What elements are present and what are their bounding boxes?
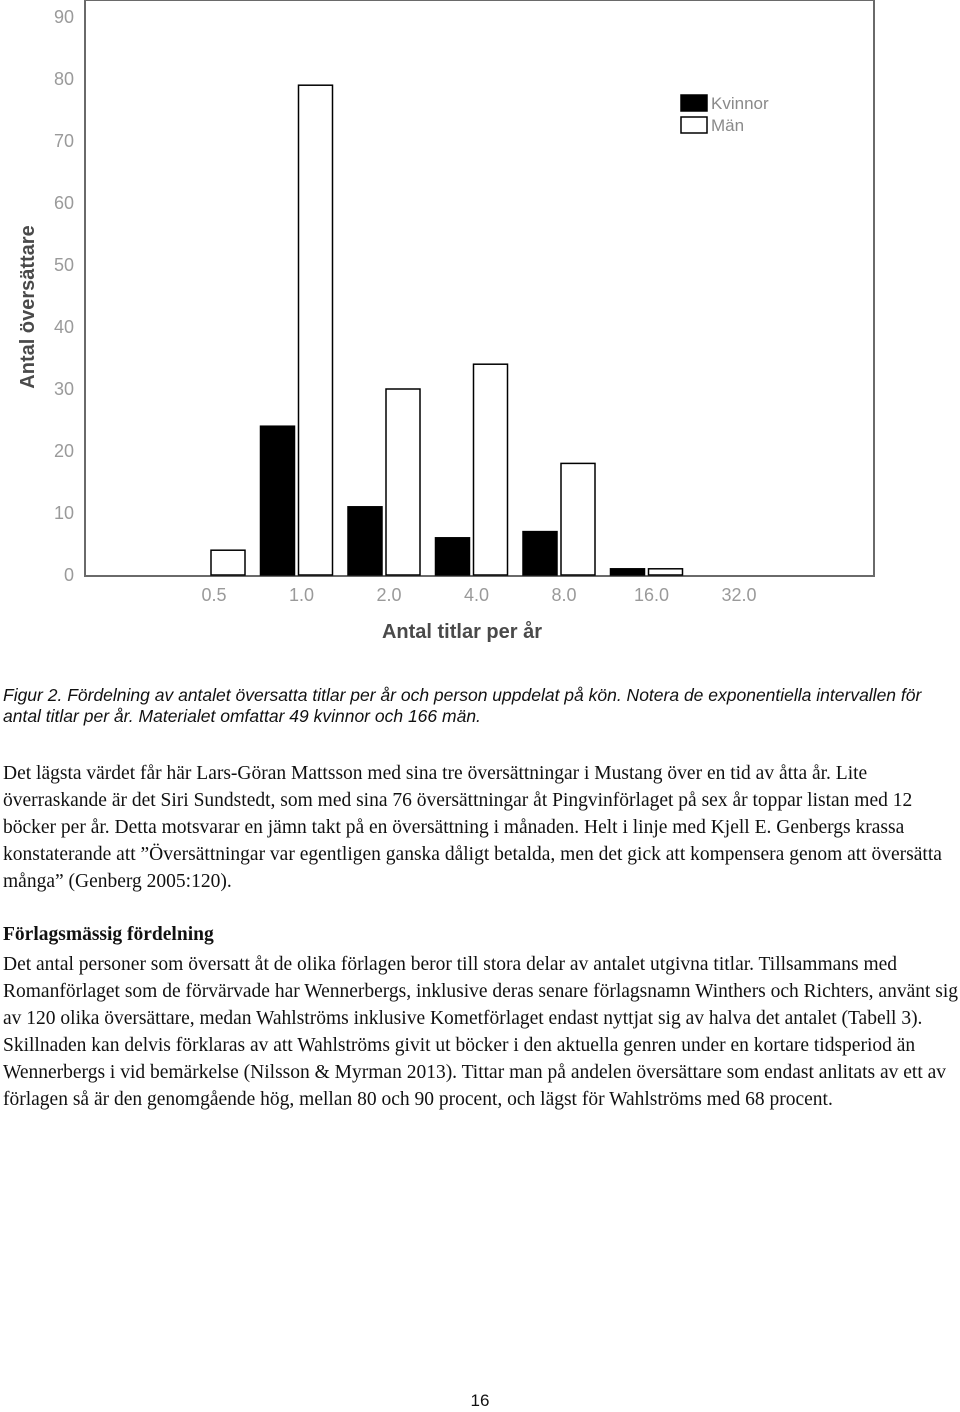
x-tick-label: 8.0 [551,585,577,605]
bars [211,85,683,575]
bar-man-2.0 [386,389,420,575]
x-tick-label: 16.0 [633,585,670,605]
bar-man-1.0 [299,85,333,575]
section-heading: Förlagsmässig fördelning [3,924,214,945]
y-tick-label: 0 [63,565,74,585]
x-tick-label: 32.0 [721,585,757,605]
x-axis-title: Antal titlar per år [381,621,543,643]
x-tick-label: 1.0 [288,585,315,605]
y-tick-label: 20 [53,441,74,461]
paragraph-1: Det lägsta värdet får här Lars-Göran Mattsson med sina tre översättningar i Mustang över en tid av åtta år. Lite överraskande är det Siri Sundstedt, som med sina 76 översättningar åt Pingvinförlaget på sex år toppar listan med 12 böcker per år. Detta motsvarar en jämn takt på en översättning i månaden. Helt i linje med Kjell E. Genbergs krassa konstaterande att ”Översättningar var egentligen ganska dåligt betalda, men det gick att kompensera genom att översätta många” (Genberg 2005:120). [3,763,942,892]
legend-label-kvinnor: Kvinnor [711,94,769,113]
y-tick-label: 10 [53,503,74,523]
y-tick-label: 30 [53,379,74,399]
x-tick-labels [201,585,756,605]
bar-kvinnor-1.0 [261,426,295,575]
bar-kvinnor-16.0 [611,569,645,575]
page-number: 16 [470,1391,490,1410]
y-tick-labels [54,7,74,585]
y-tick-label: 50 [53,255,74,275]
y-tick-label: 90 [53,7,74,27]
bar-kvinnor-4.0 [436,538,470,575]
y-tick-label: 80 [53,69,74,89]
bar-chart [0,0,960,660]
bar-man-0.5 [211,550,245,575]
bar-man-16.0 [649,569,683,575]
legend-swatch-man [681,117,707,133]
bar-kvinnor-2.0 [348,507,382,575]
paragraph-2: Det antal personer som översatt åt de olika förlagen beror till stora delar av antalet utgivna titlar. Tillsammans med Romanförlaget som de förvärvade har Wennerbergs, inklusive deras senare förlagsnamn Winthers och Richters, använt sig av 120 olika översättare, medan Wahlströms inklusive Kometförlaget endast nyttjat sig av halva det antalet (Tabell 3). Skillnaden kan delvis förklaras av att Wahlströms givit ut böcker i den aktuella genren under en kortare tidsperiod än Wennerbergs i vid bemärkelse (Nilsson & Myrman 2013). Tittar man på andelen översättare som endast anlitats av ett av förlagen så är den genomgående hög, mellan 80 och 90 procent, och lägst för Wahlströms med 68 procent. [3,954,959,1110]
x-tick-label: 0.5 [201,585,227,605]
legend-swatch-kvinnor [681,95,707,111]
legend-label-man: Män [711,116,745,135]
x-tick-label: 4.0 [463,585,490,605]
y-tick-label: 40 [53,317,74,337]
bar-man-4.0 [474,364,508,575]
y-tick-label: 70 [53,131,74,151]
bar-man-8.0 [561,463,595,575]
y-tick-label: 60 [53,193,74,213]
legend [681,94,769,135]
figure-caption: Figur 2. Fördelning av antalet översatta titlar per år och person uppdelat på kön. Notera de exponentiella intervallen för antal titlar per år. Materialet omfattar 49 kvinnor och 166 män. [3,685,922,726]
x-tick-label: 2.0 [376,585,402,605]
bar-kvinnor-8.0 [523,532,557,575]
y-axis-title: Antal översättare [17,225,39,389]
